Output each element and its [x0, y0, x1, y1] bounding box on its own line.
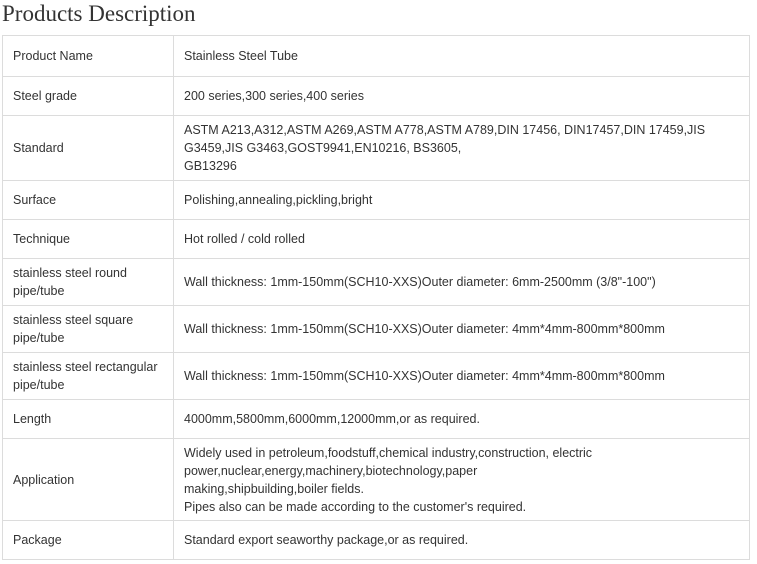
- row-label-round-pipe: stainless steel round pipe/tube: [3, 259, 174, 306]
- row-label-length: Length: [3, 400, 174, 439]
- row-value-surface: Polishing,annealing,pickling,bright: [174, 181, 750, 220]
- table-row: [3, 353, 750, 400]
- row-value-product-name: Stainless Steel Tube: [174, 36, 750, 77]
- page-title: Products Description: [2, 1, 196, 26]
- row-value-length: 4000mm,5800mm,6000mm,12000mm,or as required.: [174, 400, 750, 439]
- row-value-rectangular-pipe: Wall thickness: 1mm-150mm(SCH10-XXS)Outer diameter: 4mm*4mm-800mm*800mm: [174, 353, 750, 400]
- row-value-technique: Hot rolled / cold rolled: [174, 220, 750, 259]
- row-value-round-pipe: Wall thickness: 1mm-150mm(SCH10-XXS)Outer diameter: 6mm-2500mm (3/8"-100"): [174, 259, 750, 306]
- row-value-square-pipe: Wall thickness: 1mm-150mm(SCH10-XXS)Outer diameter: 4mm*4mm-800mm*800mm: [174, 306, 750, 353]
- row-label-application: Application: [3, 439, 174, 521]
- row-value-package: Standard export seaworthy package,or as required.: [174, 521, 750, 560]
- row-label-square-pipe: stainless steel square pipe/tube: [3, 306, 174, 353]
- table-row: [3, 220, 750, 259]
- table-row: [3, 400, 750, 439]
- row-value-steel-grade: 200 series,300 series,400 series: [174, 77, 750, 116]
- row-label-surface: Surface: [3, 181, 174, 220]
- row-label-standard: Standard: [3, 116, 174, 181]
- table-row: [3, 259, 750, 306]
- table-row: [3, 521, 750, 560]
- row-label-steel-grade: Steel grade: [3, 77, 174, 116]
- row-label-technique: Technique: [3, 220, 174, 259]
- table-row: [3, 181, 750, 220]
- table-row: [3, 77, 750, 116]
- table-row: [3, 36, 750, 77]
- product-spec-table: [2, 35, 750, 560]
- row-label-product-name: Product Name: [3, 36, 174, 77]
- table-row: [3, 116, 750, 181]
- table-row: [3, 306, 750, 353]
- table-row: [3, 439, 750, 521]
- row-value-standard: ASTM A213,A312,ASTM A269,ASTM A778,ASTM A789,DIN 17456, DIN17457,DIN 17459,JIS G3459,JIS G3463,GOST9941,EN10216, BS3605, GB13296: [174, 116, 750, 181]
- row-label-package: Package: [3, 521, 174, 560]
- row-label-rectangular-pipe: stainless steel rectangular pipe/tube: [3, 353, 174, 400]
- row-value-application: Widely used in petroleum,foodstuff,chemical industry,construction, electric power,nuclear,energy,machinery,biotechnology,paper making,shipbuilding,boiler fields. Pipes also can be made according to the customer's required.: [174, 439, 750, 521]
